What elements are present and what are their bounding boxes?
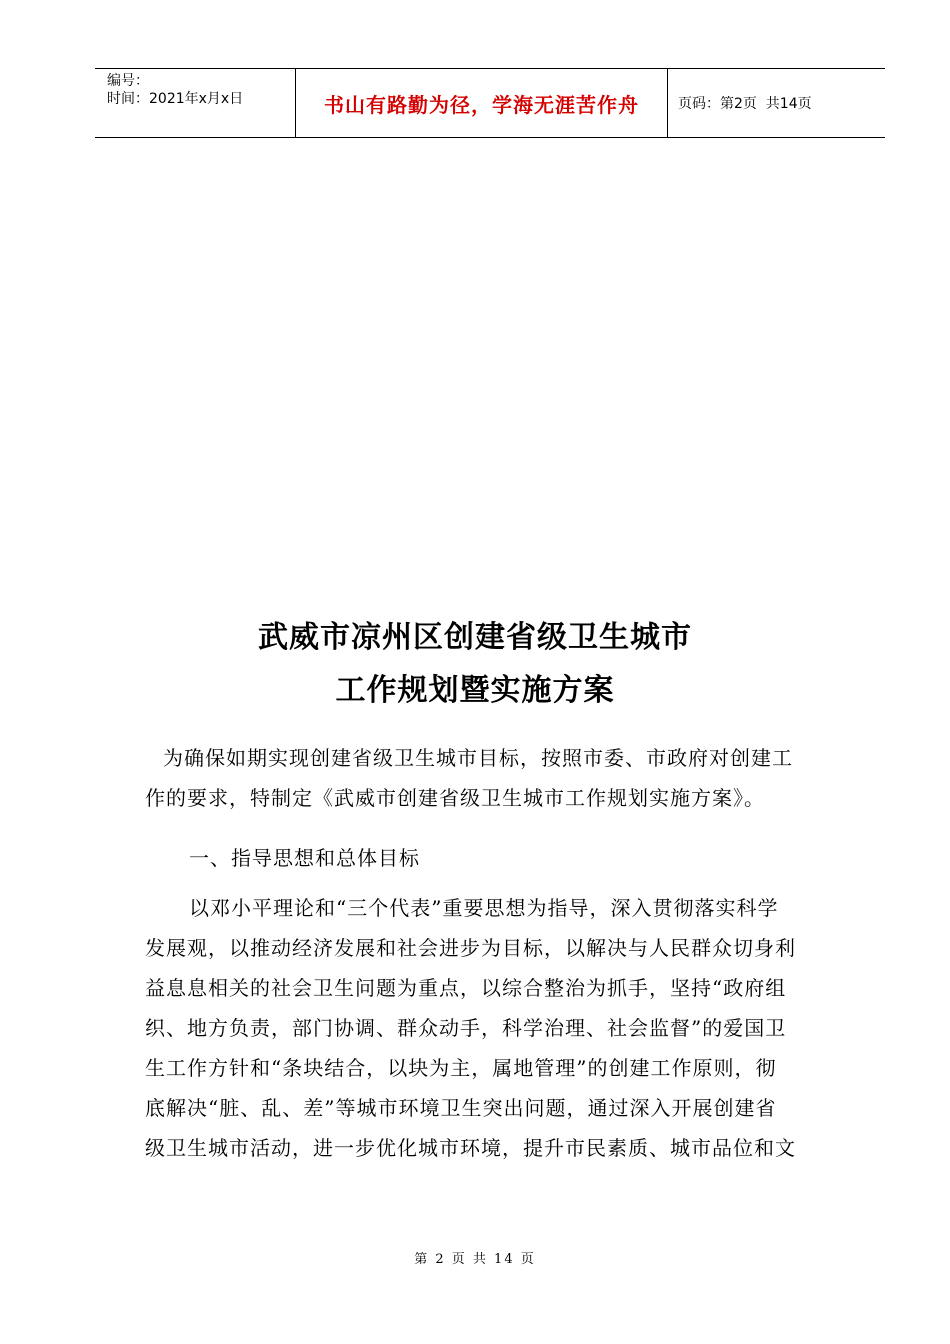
page-footer: 第 2 页 共 14 页 <box>414 1252 536 1267</box>
paragraph-line: 益息息相关的社会卫生问题为重点，以综合整治为抓手，坚持“政府组 <box>145 976 787 1000</box>
header-meta-cell <box>95 69 296 137</box>
intro-paragraph <box>145 738 837 818</box>
paragraph-line: 以邓小平理论和“三个代表”重要思想为指导，深入贯彻落实科学 <box>189 896 779 920</box>
time-label: 时间：2021年x月x日 <box>107 91 244 107</box>
page-info: 页码：第2页 共14页 <box>678 96 812 112</box>
motto-text: 书山有路勤为径，学海无涯苦作舟 <box>324 92 639 117</box>
paragraph-line: 织、地方负责，部门协调、群众动手，科学治理、社会监督”的爱国卫 <box>145 1016 787 1040</box>
document-title-line2: 工作规划暨实施方案 <box>335 673 615 708</box>
section-heading-block <box>145 838 837 878</box>
paragraph-line: 生工作方针和“条块结合，以块为主，属地管理”的创建工作原则，彻 <box>145 1056 777 1080</box>
header-page-cell <box>668 69 885 137</box>
intro-line: 作的要求，特制定《武威市创建省级卫生城市工作规划实施方案》。 <box>145 786 765 810</box>
paragraph-line: 级卫生城市活动，进一步优化城市环境，提升市民素质、城市品位和文 <box>145 1136 796 1160</box>
paragraph-line: 底解决“脏、乱、差”等城市环境卫生突出问题，通过深入开展创建省 <box>145 1096 777 1120</box>
section-heading: 一、指导思想和总体目标 <box>189 846 420 870</box>
paragraph-line: 发展观，以推动经济发展和社会进步为目标，以解决与人民群众切身利 <box>145 936 796 960</box>
serial-label: 编号： <box>107 73 149 89</box>
body-paragraph <box>145 888 837 1168</box>
intro-line: 为确保如期实现创建省级卫生城市目标，按照市委、市政府对创建工 <box>163 746 793 770</box>
header-motto-cell <box>296 69 668 137</box>
document-title-line1: 武威市凉州区创建省级卫生城市 <box>258 620 692 655</box>
page-header <box>95 68 885 138</box>
